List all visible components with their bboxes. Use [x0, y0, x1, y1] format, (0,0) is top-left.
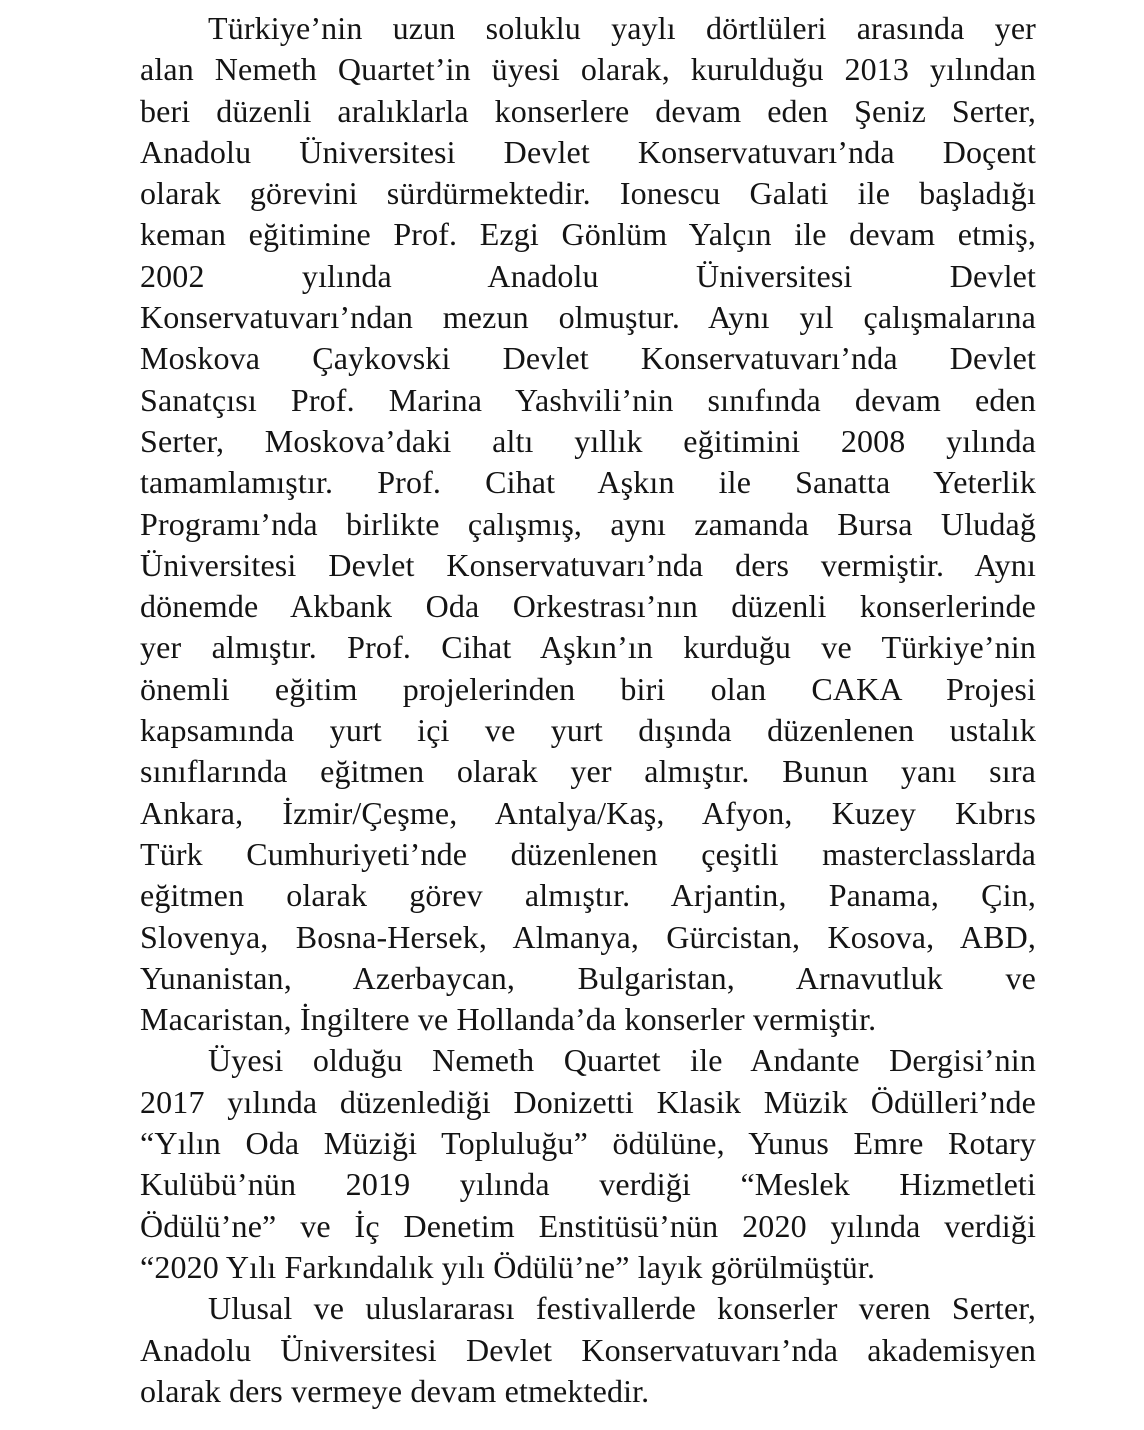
text-line: Ödülü’ne” ve İç Denetim Enstitüsü’nün 2020 yılında verdiği: [140, 1207, 1036, 1244]
text-line: önemli eğitim projelerinden biri olan CAKA Projesi: [140, 670, 1036, 707]
text-line: olarak görevini sürdürmektedir. Ionescu Galati ile başladığı: [140, 175, 1036, 212]
paragraph-awards: [140, 1040, 1036, 1288]
text-line: alan Nemeth Quartet’in üyesi olarak, kurulduğu 2013 yılından: [140, 51, 1036, 88]
text-line: tamamlamıştır. Prof. Cihat Aşkın ile Sanatta Yeterlik: [140, 464, 1036, 501]
text-line: Anadolu Üniversitesi Devlet Konservatuvarı’nda Doçent: [140, 133, 1036, 170]
text-line: 2002 yılında Anadolu Üniversitesi Devlet: [140, 257, 1036, 294]
text-line: Konservatuvarı’ndan mezun olmuştur. Aynı yıl çalışmalarına: [140, 299, 1036, 336]
text-line: Serter, Moskova’daki altı yıllık eğitimini 2008 yılında: [140, 422, 1036, 459]
text-line: Türk Cumhuriyeti’nde düzenlenen çeşitli masterclasslarda: [140, 835, 1036, 872]
text-line: olarak ders vermeye devam etmektedir.: [140, 1372, 650, 1409]
text-line: Programı’nda birlikte çalışmış, aynı zamanda Bursa Uludağ: [140, 505, 1036, 542]
text-line: eğitmen olarak görev almıştır. Arjantin, Panama, Çin,: [140, 877, 1036, 914]
text-line: Moskova Çaykovski Devlet Konservatuvarı’nda Devlet: [140, 340, 1036, 377]
text-line: “Yılın Oda Müziği Topluluğu” ödülüne, Yunus Emre Rotary: [140, 1125, 1036, 1162]
text-line: Üyesi olduğu Nemeth Quartet ile Andante Dergisi’nin: [208, 1042, 1036, 1079]
paragraph-closing: [140, 1288, 1036, 1412]
text-line: Slovenya, Bosna-Hersek, Almanya, Gürcistan, Kosova, ABD,: [140, 918, 1036, 955]
text-line: beri düzenli aralıklarla konserlere devam eden Şeniz Serter,: [140, 92, 1036, 129]
text-line: Anadolu Üniversitesi Devlet Konservatuvarı’nda akademisyen: [140, 1331, 1036, 1368]
text-line: Sanatçısı Prof. Marina Yashvili’nin sınıfında devam eden: [140, 381, 1036, 418]
text-line: “2020 Yılı Farkındalık yılı Ödülü’ne” layık görülmüştür.: [140, 1248, 876, 1285]
text-line: Ulusal ve uluslararası festivallerde konserler veren Serter,: [208, 1290, 1036, 1327]
text-line: Kulübü’nün 2019 yılında verdiği “Meslek Hizmetleti: [140, 1166, 1036, 1203]
text-line: keman eğitimine Prof. Ezgi Gönlüm Yalçın ile devam etmiş,: [140, 216, 1036, 253]
paragraph-biography: [140, 8, 1036, 1040]
text-line: Ankara, İzmir/Çeşme, Antalya/Kaş, Afyon, Kuzey Kıbrıs: [140, 794, 1036, 831]
text-line: kapsamında yurt içi ve yurt dışında düzenlenen ustalık: [140, 712, 1036, 749]
text-line: Yunanistan, Azerbaycan, Bulgaristan, Arnavutluk ve: [140, 959, 1036, 996]
text-line: Macaristan, İngiltere ve Hollanda’da konserler vermiştir.: [140, 1001, 877, 1038]
text-line: dönemde Akbank Oda Orkestrası’nın düzenli konserlerinde: [140, 588, 1036, 625]
text-line: Türkiye’nin uzun soluklu yaylı dörtlüleri arasında yer: [208, 10, 1036, 46]
document-page: [140, 8, 1036, 1412]
text-line: Üniversitesi Devlet Konservatuvarı’nda ders vermiştir. Aynı: [140, 546, 1036, 583]
text-line: sınıflarında eğitmen olarak yer almıştır. Bunun yanı sıra: [140, 753, 1036, 790]
text-line: 2017 yılında düzenlediği Donizetti Klasik Müzik Ödülleri’nde: [140, 1083, 1036, 1120]
text-line: yer almıştır. Prof. Cihat Aşkın’ın kurduğu ve Türkiye’nin: [140, 629, 1036, 666]
